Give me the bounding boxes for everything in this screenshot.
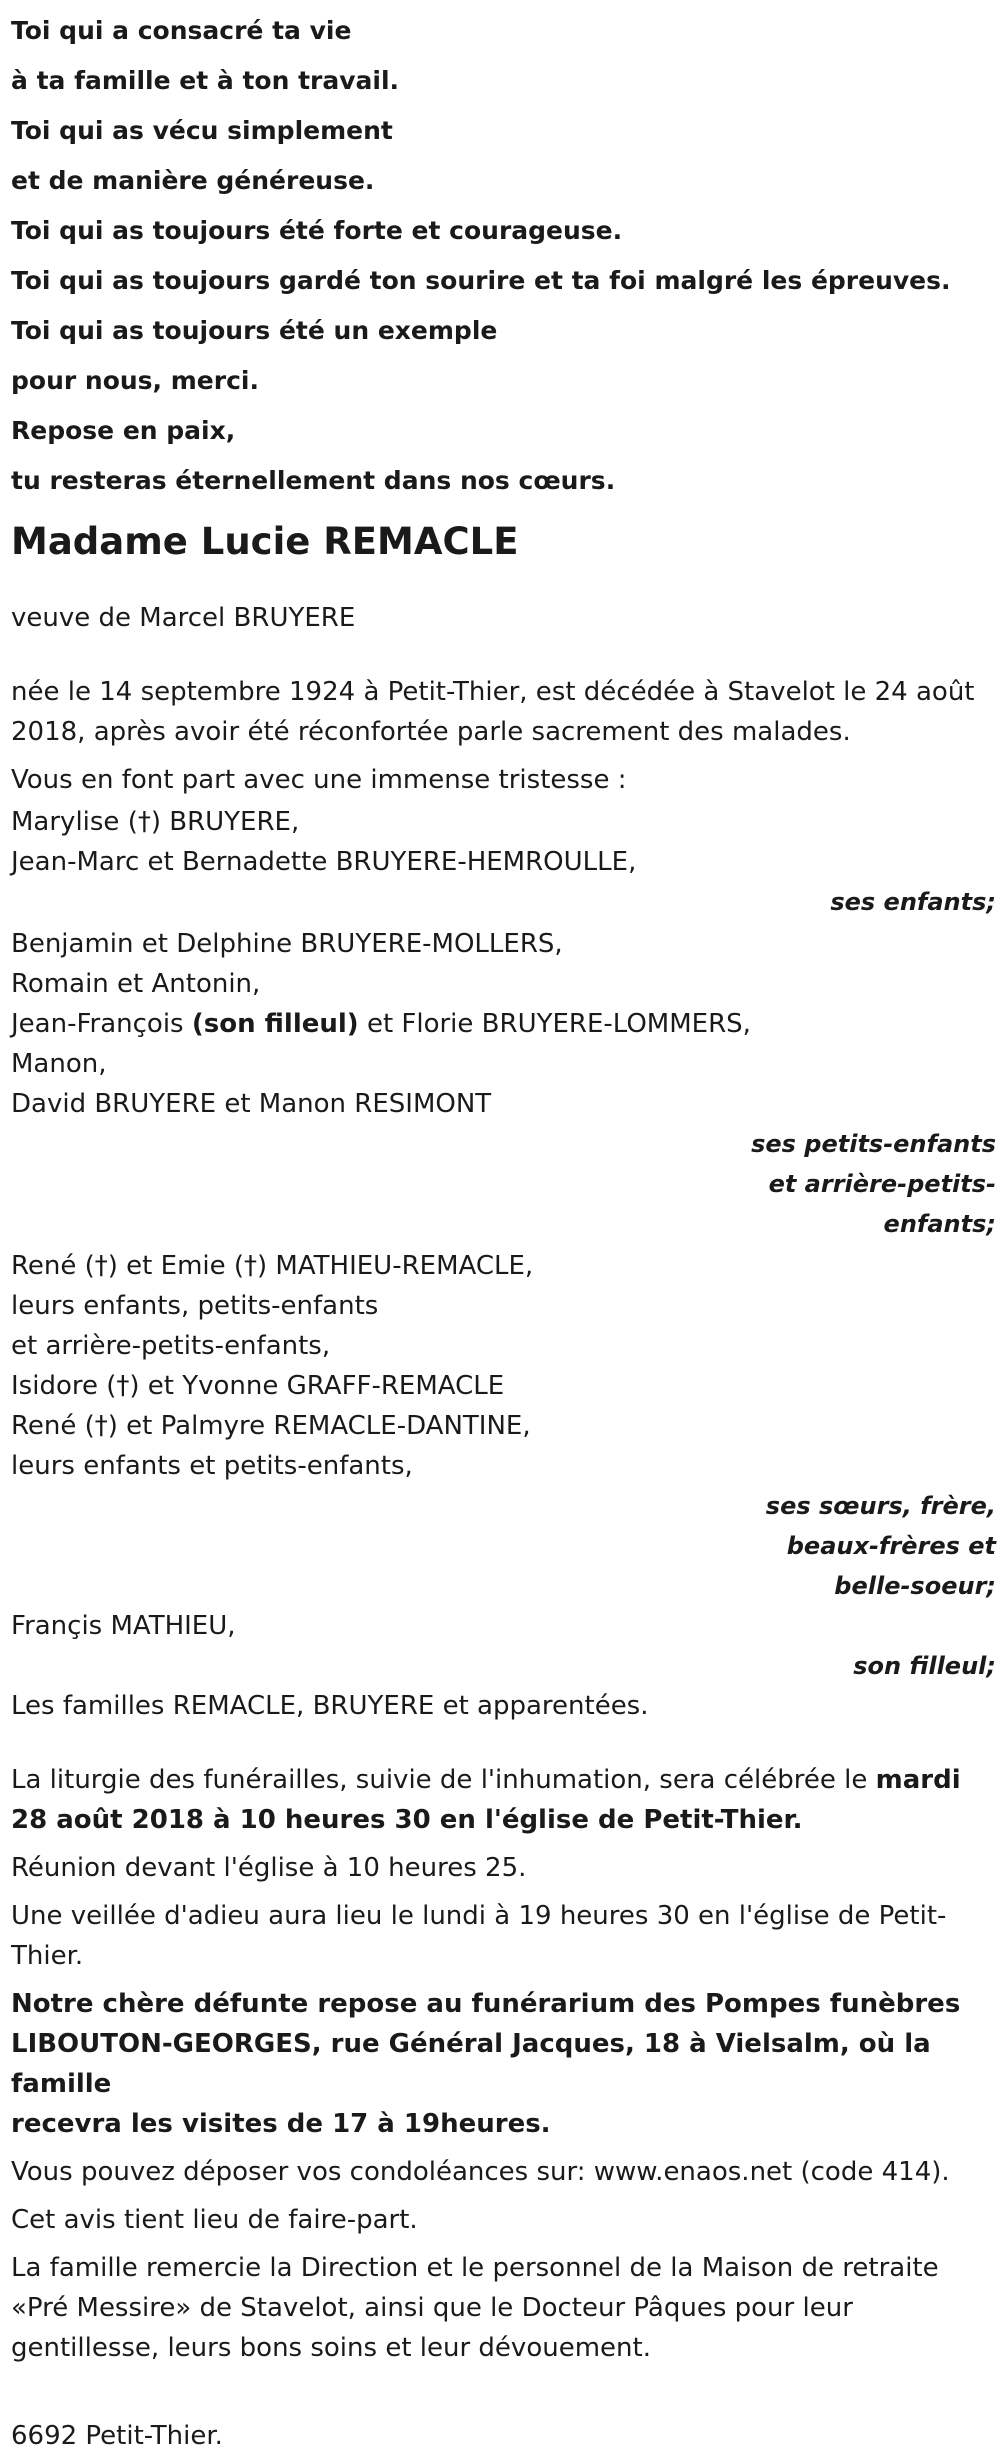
family-member-line: leurs enfants et petits-enfants,	[11, 1451, 413, 1481]
poem-line: à ta famille et à ton travail.	[11, 66, 400, 95]
godson-note: (son filleul)	[191, 1009, 359, 1039]
family-member-line: René (†) et Emie (†) MATHIEU-REMACLE,	[11, 1251, 534, 1281]
deceased-name-title: Madame Lucie REMACLE	[11, 520, 519, 563]
poem-line: pour nous, merci.	[11, 366, 259, 395]
funerarium-line: Notre chère défunte repose au funérarium des Pompes funèbres	[11, 1989, 961, 2019]
relation-label-children: ses enfants;	[830, 888, 996, 916]
poem-line: Toi qui as toujours été un exemple	[11, 316, 498, 345]
widow-line: veuve de Marcel BRUYERE	[11, 603, 356, 633]
funeral-line-2: 28 août 2018 à 10 heures 30 en l'église de Petit-Thier.	[11, 1805, 803, 1835]
relation-label-siblings: beaux-frères et	[786, 1532, 996, 1560]
address-line: 6692 Petit-Thier.	[11, 2421, 223, 2451]
funeral-text: La liturgie des funérailles, suivie de l'inhumation, sera célébrée le	[11, 1765, 876, 1795]
relation-label-siblings: ses sœurs, frère,	[765, 1492, 996, 1520]
family-member-line	[11, 1004, 996, 1044]
godson-partner: et Florie BRUYERE-LOMMERS,	[358, 1009, 751, 1039]
funerarium-line: recevra les visites de 17 à 19heures.	[11, 2109, 551, 2139]
vigil-line-1: Une veillée d'adieu aura lieu le lundi à 19 heures 30 en l'église de Petit-	[11, 1901, 947, 1931]
thanks-line: La famille remercie la Direction et le personnel de la Maison de retraite	[11, 2253, 939, 2283]
relation-label-siblings: belle-soeur;	[834, 1572, 996, 1600]
thanks-line: gentillesse, leurs bons soins et leur dévouement.	[11, 2333, 651, 2363]
family-member-line: Marylise (†) BRUYERE,	[11, 807, 300, 837]
family-member-line: Isidore (†) et Yvonne GRAFF-REMACLE	[11, 1371, 505, 1401]
poem-line: Toi qui as vécu simplement	[11, 116, 393, 145]
poem-line: Toi qui as toujours été forte et courageuse.	[11, 216, 623, 245]
family-member-line: Françis MATHIEU,	[11, 1611, 236, 1641]
relation-label-grandchildren: ses petits-enfants	[751, 1130, 996, 1158]
funeral-line-1	[11, 1760, 996, 1800]
families-line: Les familles REMACLE, BRUYERE et apparentées.	[11, 1691, 649, 1721]
relation-label-godson: son filleul;	[853, 1652, 996, 1680]
family-member-line: Jean-Marc et Bernadette BRUYERE-HEMROULLE,	[11, 847, 637, 877]
relation-label-grandchildren: et arrière-petits-	[768, 1170, 996, 1198]
funerarium-line: LIBOUTON-GEORGES, rue Général Jacques, 18 à Vielsalm, où la famille	[11, 2029, 931, 2099]
funeral-date: mardi	[875, 1765, 961, 1795]
obituary-page	[11, 0, 996, 2456]
family-member-line: leurs enfants, petits-enfants	[11, 1291, 379, 1321]
notice-line: Cet avis tient lieu de faire-part.	[11, 2205, 418, 2235]
family-member-line: David BRUYERE et Manon RESIMONT	[11, 1089, 492, 1119]
birth-death-line-1: née le 14 septembre 1924 à Petit-Thier, est décédée à Stavelot le 24 août	[11, 677, 975, 707]
family-member-line: Manon,	[11, 1049, 107, 1079]
family-member-line: et arrière-petits-enfants,	[11, 1331, 331, 1361]
family-member-line: Romain et Antonin,	[11, 969, 261, 999]
poem-line: Repose en paix,	[11, 416, 236, 445]
relation-label-grandchildren: enfants;	[883, 1210, 996, 1238]
birth-death-line-2: 2018, après avoir été réconfortée parle sacrement des malades.	[11, 717, 851, 747]
family-member-line: René (†) et Palmyre REMACLE-DANTINE,	[11, 1411, 531, 1441]
poem-line: et de manière généreuse.	[11, 166, 375, 195]
poem-line: Toi qui a consacré ta vie	[11, 16, 352, 45]
meeting-line: Réunion devant l'église à 10 heures 25.	[11, 1853, 527, 1883]
announcement-intro: Vous en font part avec une immense tristesse :	[11, 765, 627, 795]
poem	[11, 6, 996, 506]
condolences-line: Vous pouvez déposer vos condoléances sur: www.enaos.net (code 414).	[11, 2157, 950, 2187]
poem-line: Toi qui as toujours gardé ton sourire et ta foi malgré les épreuves.	[11, 266, 951, 295]
vigil-line-2: Thier.	[11, 1941, 84, 1971]
godson-name: Jean-François	[11, 1009, 192, 1039]
family-member-line: Benjamin et Delphine BRUYERE-MOLLERS,	[11, 929, 563, 959]
thanks-line: «Pré Messire» de Stavelot, ainsi que le Docteur Pâques pour leur	[11, 2293, 853, 2323]
poem-line: tu resteras éternellement dans nos cœurs.	[11, 466, 616, 495]
